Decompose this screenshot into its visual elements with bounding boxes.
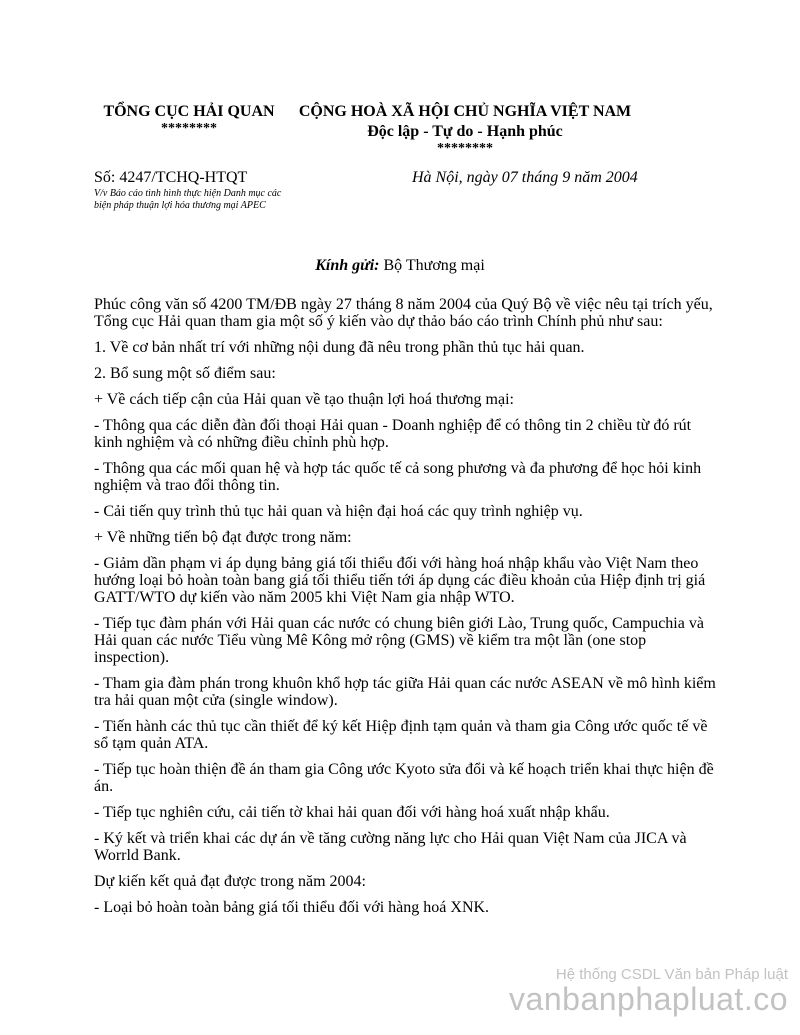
national-header [285,102,645,156]
body-paragraph: 1. Về cơ bản nhất trí với những nội dung đã nêu trong phần thủ tục hải quan. [94,339,585,356]
document-number: Số: 4247/TCHQ-HTQT [94,169,248,186]
document-body [94,296,716,925]
body-paragraph: - Thông qua các diễn đàn đối thoại Hải quan - Doanh nghiệp để có thông tin 2 chiều từ đó rút kinh nghiệm và có những điều chỉnh phù hợp. [94,417,692,451]
body-paragraph: Dự kiến kết quả đạt được trong năm 2004: [94,873,366,890]
body-paragraph: 2. Bổ sung một số điểm sau: [94,365,276,382]
document-reference [94,168,294,212]
body-paragraph: - Ký kết và triển khai các dự án về tăng cường năng lực cho Hải quan Việt Nam của JICA và Worrld Bank. [94,830,687,864]
national-motto: Độc lập - Tự do - Hạnh phúc [367,123,563,140]
watermark-caption: Hệ thống CSDL Văn bản Pháp luật [555,966,788,983]
agency-stars: ******** [161,121,217,136]
salutation-label: Kính gửi: [315,257,380,274]
body-paragraph: + Về những tiến bộ đạt được trong năm: [94,529,352,546]
body-paragraph: Phúc công văn số 4200 TM/ĐB ngày 27 tháng 8 năm 2004 của Quý Bộ về việc nêu tại trích yếu, Tổng cục Hải quan tham gia một số ý kiến vào dự thảo báo cáo trình Chính phủ như sau: [94,296,713,330]
agency-header [94,102,284,136]
salutation [0,256,800,276]
body-paragraph: - Cải tiến quy trình thủ tục hải quan và hiện đại hoá các quy trình nghiệp vụ. [94,503,583,520]
body-paragraph: - Tiếp tục nghiên cứu, cải tiến tờ khai hải quan đối với hàng hoá xuất nhập khẩu. [94,804,610,821]
body-paragraph: - Tiếp tục hoàn thiện đề án tham gia Công ước Kyoto sửa đổi và kế hoạch triển khai thực hiện đề án. [94,761,714,795]
agency-name: TỔNG CỤC HẢI QUAN [103,103,275,120]
body-paragraph: + Về cách tiếp cận của Hải quan về tạo thuận lợi hoá thương mại: [94,391,514,408]
body-paragraph: - Giảm dần phạm vi áp dụng bảng giá tối thiểu đối với hàng hoá nhập khẩu vào Việt Nam theo hướng loại bỏ hoàn toàn bang giá tối thiểu tiến tới áp dụng các điều khoản của Hiệp định trị giá GATT/WTO dự kiến vào năm 2005 khi Việt Nam gia nhập WTO. [94,555,706,606]
document-subject: V/v Báo cáo tình hình thực hiện Danh mục các biện pháp thuận lợi hóa thương mại APEC [94,188,282,211]
body-paragraph: - Tiến hành các thủ tục cần thiết để ký kết Hiệp định tạm quản và tham gia Công ước quốc tế về sổ tạm quản ATA. [94,718,708,752]
document-date: Hà Nội, ngày 07 tháng 9 năm 2004 [412,169,638,186]
motto-stars: ******** [437,141,493,156]
body-paragraph: - Loại bỏ hoàn toàn bảng giá tối thiểu đối với hàng hoá XNK. [94,899,490,916]
salutation-recipient: Bộ Thương mại [379,257,485,274]
body-paragraph: - Thông qua các mối quan hệ và hợp tác quốc tế cả song phương và đa phương để học hỏi kinh nghiệm và trao đổi thông tin. [94,460,702,494]
country-name: CỘNG HOÀ XÃ HỘI CHỦ NGHĨA VIỆT NAM [298,103,632,120]
watermark-site: vanbanphapluat.co [509,981,788,1017]
body-paragraph: - Tiếp tục đàm phán với Hải quan các nước có chung biên giới Lào, Trung quốc, Campuchia và Hải quan các nước Tiểu vùng Mê Kông mở rộng (GMS) về kiểm tra một lần (one stop inspection). [94,615,704,666]
body-paragraph: - Tham gia đàm phán trong khuôn khổ hợp tác giữa Hải quan các nước ASEAN về mô hình kiểm tra hải quan một cửa (single window). [94,675,716,709]
